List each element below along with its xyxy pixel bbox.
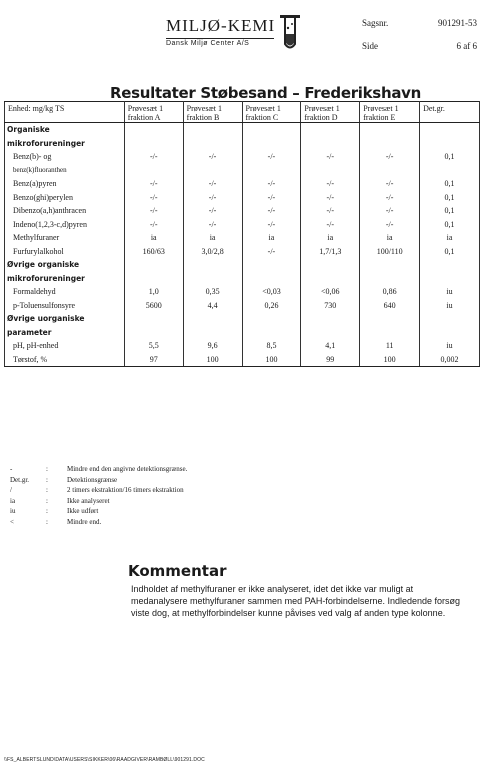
- empty-cell: [360, 326, 420, 340]
- table-row: [5, 177, 480, 191]
- value-cell: ia: [242, 231, 301, 245]
- value-cell: <0,06: [301, 285, 360, 299]
- column-header-line1: Prøvesæt 1: [186, 104, 222, 113]
- comment-text: Indholdet af methylfuraner er ikke analyseret, idet det ikke var muligt at medanalysere methylfuraner sammen med PAH-forbindelserne. Indledende forsøg viste dog, at methylforbindelser kunne påvises ved valg af anden type kolonne.: [131, 584, 460, 618]
- column-header-line1: Prøvesæt 1: [245, 104, 281, 113]
- table-row: [5, 339, 480, 353]
- value-cell: 0,1: [420, 191, 480, 205]
- empty-cell: [420, 272, 480, 286]
- legend-colon: :: [46, 465, 48, 473]
- column-header-line1: Prøvesæt 1: [304, 104, 340, 113]
- empty-cell: [183, 137, 242, 151]
- empty-cell: [242, 272, 301, 286]
- value-cell: 3,0/2,8: [183, 245, 242, 259]
- value-cell: 8,5: [242, 339, 301, 353]
- legend-symbol: Det.gr.: [10, 475, 30, 484]
- row-label: pH, pH-enhed: [5, 339, 125, 353]
- results-table: [4, 101, 480, 367]
- empty-cell: [420, 123, 480, 137]
- section-title-row: [5, 123, 480, 137]
- value-cell: 0,002: [420, 353, 480, 367]
- value-cell: 1,7/1,3: [301, 245, 360, 259]
- empty-cell: [360, 312, 420, 326]
- legend-text: Mindre end den angivne detektionsgrænse.: [67, 465, 188, 473]
- value-cell: -/-: [301, 218, 360, 232]
- empty-cell: [183, 326, 242, 340]
- column-header-line2: fraktion C: [245, 113, 279, 122]
- value-cell: 0,26: [242, 299, 301, 313]
- value-cell: [360, 164, 420, 178]
- table-row: [5, 150, 480, 164]
- value-cell: iu: [420, 285, 480, 299]
- sagsnr-label: Sagsnr.: [362, 18, 389, 28]
- value-cell: 11: [360, 339, 420, 353]
- empty-cell: [301, 123, 360, 137]
- value-cell: [301, 164, 360, 178]
- empty-cell: [420, 258, 480, 272]
- value-cell: 97: [124, 353, 183, 367]
- value-cell: iu: [420, 299, 480, 313]
- column-header-line2: fraktion A: [127, 113, 161, 122]
- empty-cell: [183, 272, 242, 286]
- value-cell: 0,1: [420, 218, 480, 232]
- value-cell: -/-: [301, 191, 360, 205]
- value-cell: -/-: [183, 218, 242, 232]
- value-cell: ia: [301, 231, 360, 245]
- column-header-line1: Prøvesæt 1: [363, 104, 399, 113]
- value-cell: -/-: [124, 191, 183, 205]
- empty-cell: [242, 137, 301, 151]
- column-header: [124, 102, 183, 123]
- value-cell: -/-: [360, 191, 420, 205]
- table-row: [5, 191, 480, 205]
- row-label: Benzo(ghi)perylen: [5, 191, 125, 205]
- value-cell: 0,1: [420, 177, 480, 191]
- value-cell: -/-: [242, 204, 301, 218]
- value-cell: [124, 164, 183, 178]
- section-title: Øvrige organiske: [5, 258, 125, 272]
- section-title-row: [5, 137, 480, 151]
- legend-symbol: -: [10, 465, 13, 473]
- value-cell: -/-: [124, 150, 183, 164]
- table-row: [5, 353, 480, 367]
- empty-cell: [360, 123, 420, 137]
- logo-subtext: Dansk Miljø Center A/S: [166, 40, 250, 47]
- value-cell: 730: [301, 299, 360, 313]
- empty-cell: [301, 326, 360, 340]
- value-cell: 0,35: [183, 285, 242, 299]
- value-cell: 640: [360, 299, 420, 313]
- empty-cell: [301, 312, 360, 326]
- value-cell: -/-: [183, 177, 242, 191]
- section-title-row: [5, 272, 480, 286]
- value-cell: -/-: [124, 177, 183, 191]
- legend-colon: :: [46, 486, 48, 494]
- row-label: Indeno(1,2,3-c,d)pyren: [5, 218, 125, 232]
- value-cell: [242, 164, 301, 178]
- legend-colon: :: [46, 507, 48, 515]
- value-cell: [420, 164, 480, 178]
- logo-underline: [166, 38, 274, 39]
- empty-cell: [301, 258, 360, 272]
- value-cell: -/-: [242, 150, 301, 164]
- table-header-row: [5, 102, 480, 123]
- table-row: [5, 231, 480, 245]
- legend-text: Ikke udført: [67, 507, 99, 515]
- empty-cell: [183, 312, 242, 326]
- row-label: p-Toluensulfonsyre: [5, 299, 125, 313]
- logo-text: MILJØ-KEMI: [166, 16, 276, 35]
- value-cell: -/-: [183, 191, 242, 205]
- value-cell: -/-: [124, 204, 183, 218]
- empty-cell: [124, 326, 183, 340]
- value-cell: [183, 164, 242, 178]
- empty-cell: [183, 258, 242, 272]
- table-row: [5, 299, 480, 313]
- column-header-line1: Prøvesæt 1: [127, 104, 164, 113]
- row-label: Benz(a)pyren: [5, 177, 125, 191]
- value-cell: 1,0: [124, 285, 183, 299]
- value-cell: -/-: [183, 150, 242, 164]
- value-cell: -/-: [301, 177, 360, 191]
- empty-cell: [183, 123, 242, 137]
- test-tube-icon: [278, 14, 302, 52]
- value-cell: 100/110: [360, 245, 420, 259]
- legend-text: Ikke analyseret: [67, 496, 110, 505]
- value-cell: -/-: [242, 218, 301, 232]
- row-label: Benz(b)- og: [5, 150, 125, 164]
- section-title-row: [5, 312, 480, 326]
- column-header: [183, 102, 242, 123]
- column-header-line2: fraktion B: [186, 113, 220, 122]
- value-cell: 0,1: [420, 204, 480, 218]
- column-header: [242, 102, 301, 123]
- legend-text: Mindre end.: [67, 517, 102, 526]
- value-cell: <0,03: [242, 285, 301, 299]
- legend-colon: :: [46, 496, 48, 505]
- column-header: [360, 102, 420, 123]
- empty-cell: [124, 312, 183, 326]
- empty-cell: [360, 137, 420, 151]
- table-row: [5, 285, 480, 299]
- value-cell: 9,6: [183, 339, 242, 353]
- comment-heading: Kommentar: [128, 562, 227, 580]
- value-cell: 0,86: [360, 285, 420, 299]
- legend-symbol: ia: [10, 496, 16, 505]
- value-cell: -/-: [124, 218, 183, 232]
- legend-colon: :: [46, 517, 48, 526]
- row-label: Formaldehyd: [5, 285, 125, 299]
- empty-cell: [360, 272, 420, 286]
- value-cell: -/-: [183, 204, 242, 218]
- column-header-line1: Det.gr.: [423, 104, 445, 113]
- value-cell: 0,1: [420, 245, 480, 259]
- empty-cell: [242, 312, 301, 326]
- legend-symbol: iu: [10, 507, 16, 515]
- side-value: 6 af 6: [456, 41, 477, 51]
- value-cell: 0,1: [420, 150, 480, 164]
- section-title: Øvrige uorganiske: [5, 312, 125, 326]
- value-cell: iu: [420, 339, 480, 353]
- empty-cell: [242, 326, 301, 340]
- value-cell: -/-: [301, 204, 360, 218]
- legend-text: Detektionsgrænse: [67, 475, 118, 484]
- value-cell: ia: [183, 231, 242, 245]
- value-cell: 4,4: [183, 299, 242, 313]
- legend-symbol: <: [10, 517, 14, 526]
- sagsnr-value: 901291-53: [438, 18, 477, 28]
- value-cell: -/-: [360, 218, 420, 232]
- value-cell: ia: [420, 231, 480, 245]
- value-cell: 160/63: [124, 245, 183, 259]
- column-header: [301, 102, 360, 123]
- empty-cell: [360, 258, 420, 272]
- table-row: [5, 245, 480, 259]
- empty-cell: [420, 326, 480, 340]
- section-title-row: [5, 258, 480, 272]
- empty-cell: [420, 312, 480, 326]
- empty-cell: [420, 137, 480, 151]
- column-header-line2: fraktion D: [304, 113, 338, 122]
- legend-symbol: /: [10, 486, 12, 494]
- column-header-line1: Enhed: mg/kg TS: [8, 104, 65, 113]
- section-title: parameter: [5, 326, 125, 340]
- value-cell: 4,1: [301, 339, 360, 353]
- row-label: Dibenzo(a,h)anthracen: [5, 204, 125, 218]
- table-row: [5, 164, 480, 178]
- value-cell: -/-: [242, 191, 301, 205]
- section-title-row: [5, 326, 480, 340]
- company-logo: [166, 14, 316, 52]
- table-row: [5, 218, 480, 232]
- value-cell: ia: [124, 231, 183, 245]
- value-cell: 100: [183, 353, 242, 367]
- table-row: [5, 204, 480, 218]
- value-cell: -/-: [242, 177, 301, 191]
- value-cell: -/-: [242, 245, 301, 259]
- empty-cell: [301, 137, 360, 151]
- value-cell: 100: [242, 353, 301, 367]
- empty-cell: [301, 272, 360, 286]
- value-cell: -/-: [360, 177, 420, 191]
- value-cell: -/-: [301, 150, 360, 164]
- value-cell: 5600: [124, 299, 183, 313]
- value-cell: -/-: [360, 150, 420, 164]
- empty-cell: [242, 123, 301, 137]
- empty-cell: [124, 137, 183, 151]
- section-title: mikroforureninger: [5, 137, 125, 151]
- empty-cell: [124, 123, 183, 137]
- value-cell: -/-: [360, 204, 420, 218]
- empty-cell: [242, 258, 301, 272]
- value-cell: 5,5: [124, 339, 183, 353]
- column-header: [420, 102, 480, 123]
- row-label: Furfurylalkohol: [5, 245, 125, 259]
- value-cell: 99: [301, 353, 360, 367]
- empty-cell: [124, 258, 183, 272]
- side-label: Side: [362, 41, 379, 51]
- legend-text: 2 timers ekstraktion/16 timers ekstraktion: [67, 486, 184, 494]
- value-cell: ia: [360, 231, 420, 245]
- column-header: [5, 102, 125, 123]
- value-cell: 100: [360, 353, 420, 367]
- empty-cell: [124, 272, 183, 286]
- section-title: Organiske: [5, 123, 125, 137]
- row-label: Methylfuraner: [5, 231, 125, 245]
- file-path-footer: \\FS_ALBERTSLUND\DATA\USERS\SIKKER\06\RAADGIVER\RAMBØLL\901291.DOC: [4, 757, 205, 763]
- column-header-line2: fraktion E: [363, 113, 396, 122]
- section-title: mikroforureninger: [5, 272, 125, 286]
- legend-colon: :: [46, 475, 48, 484]
- row-label: benz(k)fluoranthen: [5, 164, 125, 178]
- row-label: Tørstof, %: [5, 353, 125, 367]
- page-title: Resultater Støbesand – Frederikshavn: [110, 84, 421, 102]
